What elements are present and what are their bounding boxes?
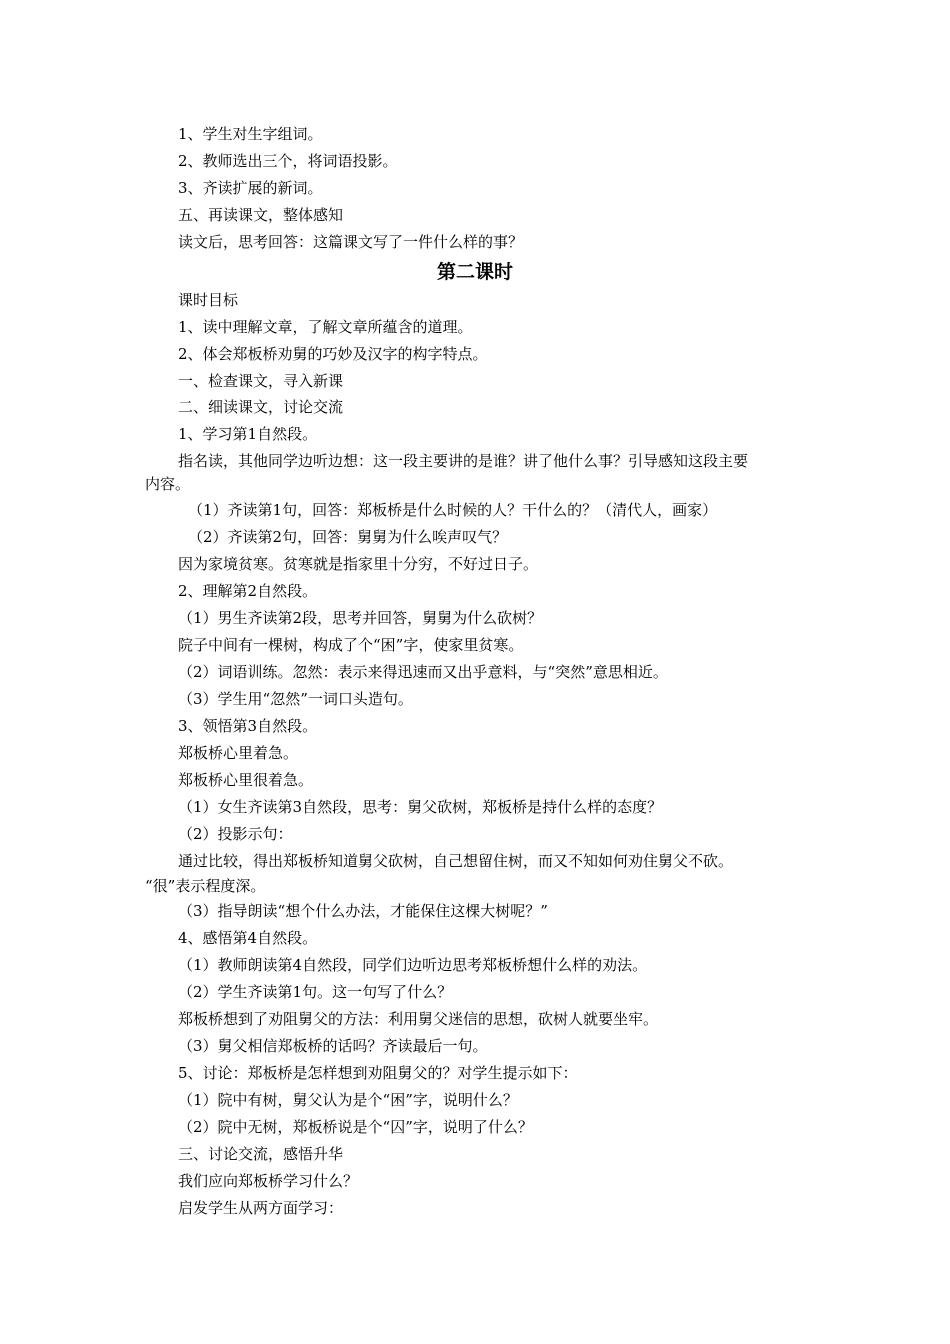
text-line: 内容。: [145, 475, 191, 493]
text-line: 郑板桥心里着急。: [178, 744, 299, 762]
text-line: （1）教师朗读第4自然段，同学们边听边思考郑板桥想什么样的劝法。: [178, 956, 648, 974]
text-line: 1、学习第1自然段。: [178, 425, 318, 443]
text-line: （3）舅父相信郑板桥的话吗？齐读最后一句。: [178, 1037, 488, 1055]
text-line: （1）男生齐读第2段，思考并回答，舅舅为什么砍树？: [178, 609, 543, 627]
text-line: （2）院中无树，郑板桥说是个“囚”字，说明了什么？: [178, 1118, 533, 1136]
text-line: 我们应向郑板桥学习什么？: [178, 1172, 359, 1190]
text-line: 郑板桥想到了劝阻舅父的方法：利用舅父迷信的思想，砍树人就要坐牢。: [178, 1010, 659, 1028]
text-line: 读文后，思考回答：这篇课文写了一件什么样的事？: [178, 233, 524, 251]
text-line: 2、理解第2自然段。: [178, 582, 318, 600]
text-line: 2、体会郑板桥劝舅的巧妙及汉字的构字特点。: [178, 345, 488, 363]
text-line: （3）学生用“忽然”一词口头造句。: [178, 690, 413, 708]
text-line: 一、检查课文，寻入新课: [178, 372, 344, 390]
text-line: （2）齐读第2句，回答：舅舅为什么唉声叹气？: [188, 528, 508, 546]
text-line: 课时目标: [178, 291, 239, 309]
text-line: 院子中间有一棵树，构成了个“困”字，使家里贫寒。: [178, 636, 524, 654]
text-line: 三、讨论交流，感悟升华: [178, 1145, 344, 1163]
text-line: （2）学生齐读第1句。这一句写了什么？: [178, 983, 453, 1001]
section-heading: 第二课时: [436, 261, 513, 283]
text-line: 指名读，其他同学边听边想：这一段主要讲的是谁？讲了他什么事？引导感知这段主要: [178, 452, 749, 470]
text-line: （2）词语训练。忽然：表示来得迅速而又出乎意料，与“突然”意思相近。: [178, 663, 668, 681]
text-line: 1、读中理解文章，了解文章所蕴含的道理。: [178, 318, 473, 336]
text-line: 五、再读课文，整体感知: [178, 206, 344, 224]
text-line: 5、讨论：郑板桥是怎样想到劝阻舅父的？对学生提示如下：: [178, 1064, 578, 1082]
text-line: （1）院中有树，舅父认为是个“困”字，说明什么？: [178, 1091, 518, 1109]
text-line: 1、学生对生字组词。: [178, 125, 323, 143]
text-line: 2、教师选出三个，将词语投影。: [178, 152, 398, 170]
text-line: 3、领悟第3自然段。: [178, 717, 318, 735]
text-line: 3、齐读扩展的新词。: [178, 179, 323, 197]
text-line: 4、感悟第4自然段。: [178, 929, 318, 947]
text-line: （1）齐读第1句，回答：郑板桥是什么时候的人？干什么的？（清代人，画家）: [188, 501, 718, 519]
text-line: 郑板桥心里很着急。: [178, 771, 314, 789]
text-line: 通过比较，得出郑板桥知道舅父砍树，自己想留住树，而又不知如何劝住舅父不砍。: [178, 852, 734, 870]
text-line: 因为家境贫寒。贫寒就是指家里十分穷，不好过日子。: [178, 555, 539, 573]
text-line: “很”表示程度深。: [145, 877, 266, 895]
text-line: 二、细读课文，讨论交流: [178, 398, 344, 416]
text-line: （2）投影示句：: [178, 825, 293, 843]
text-line: 启发学生从两方面学习：: [178, 1199, 344, 1217]
text-line: （3）指导朗读“想个什么办法，才能保住这棵大树呢？”: [178, 902, 548, 920]
text-line: （1）女生齐读第3自然段，思考：舅父砍树，郑板桥是持什么样的态度？: [178, 798, 663, 816]
